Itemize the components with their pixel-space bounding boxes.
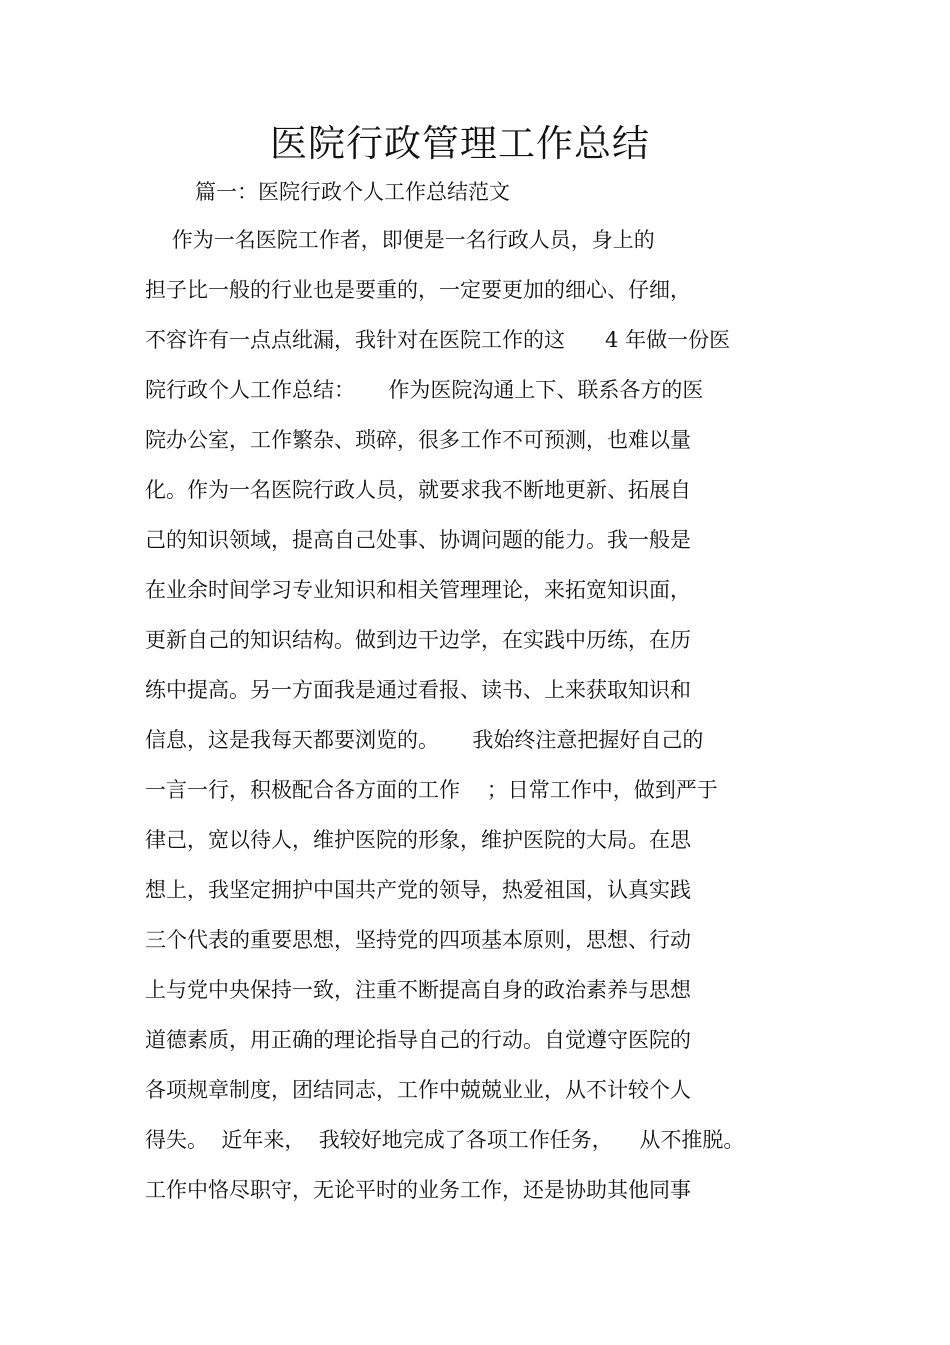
- body-line-1: 作为一名医院工作者，即便是一名行政人员，身上的: [145, 228, 655, 252]
- body-line-7: 己的知识领域，提高自己处事、协调问题的能力。我一般是: [145, 528, 691, 552]
- body-line-11: 信息，这是我每天都要浏览的。 我始终注意把握好自己的: [145, 728, 704, 752]
- body-line-8: 在业余时间学习专业知识和相关管理理论，来拓宽知识面，: [145, 578, 691, 602]
- body-line-10: 练中提高。另一方面我是通过看报、读书、上来获取知识和: [145, 678, 691, 702]
- section-heading: 篇一：医院行政个人工作总结范文: [195, 180, 510, 204]
- body-line-12: 一言一行，积极配合各方面的工作 ；日常工作中，做到严于: [145, 778, 718, 802]
- body-line-2: 担子比一般的行业也是要重的，一定要更加的细心、仔细，: [145, 278, 691, 302]
- body-line-19: 得失。 近年来， 我较好地完成了各项工作任务， 从不推脱。: [145, 1128, 745, 1152]
- body-line-4: 院行政个人工作总结： 作为医院沟通上下、联系各方的医: [145, 378, 704, 402]
- body-line-20: 工作中恪尽职守，无论平时的业务工作，还是协助其他同事: [145, 1178, 691, 1202]
- body-line-14: 想上，我坚定拥护中国共产党的领导，热爱祖国，认真实践: [145, 878, 691, 902]
- body-line-17: 道德素质，用正确的理论指导自己的行动。自觉遵守医院的: [145, 1028, 691, 1052]
- document-title: 医院行政管理工作总结: [270, 122, 650, 165]
- body-line-18: 各项规章制度，团结同志，工作中兢兢业业，从不计较个人: [145, 1078, 691, 1102]
- body-line-16: 上与党中央保持一致，注重不断提高自身的政治素养与思想: [145, 978, 691, 1002]
- body-line-15: 三个代表的重要思想，坚持党的四项基本原则，思想、行动: [145, 928, 691, 952]
- body-line-3: 不容许有一点点纰漏，我针对在医院工作的这 4 年做一份医: [145, 328, 731, 352]
- body-line-5: 院办公室，工作繁杂、琐碎，很多工作不可预测，也难以量: [145, 428, 691, 452]
- body-line-13: 律己，宽以待人，维护医院的形象，维护医院的大局。在思: [145, 828, 691, 852]
- body-line-6: 化。作为一名医院行政人员，就要求我不断地更新、拓展自: [145, 478, 691, 502]
- body-line-9: 更新自己的知识结构。做到边干边学，在实践中历练，在历: [145, 628, 691, 652]
